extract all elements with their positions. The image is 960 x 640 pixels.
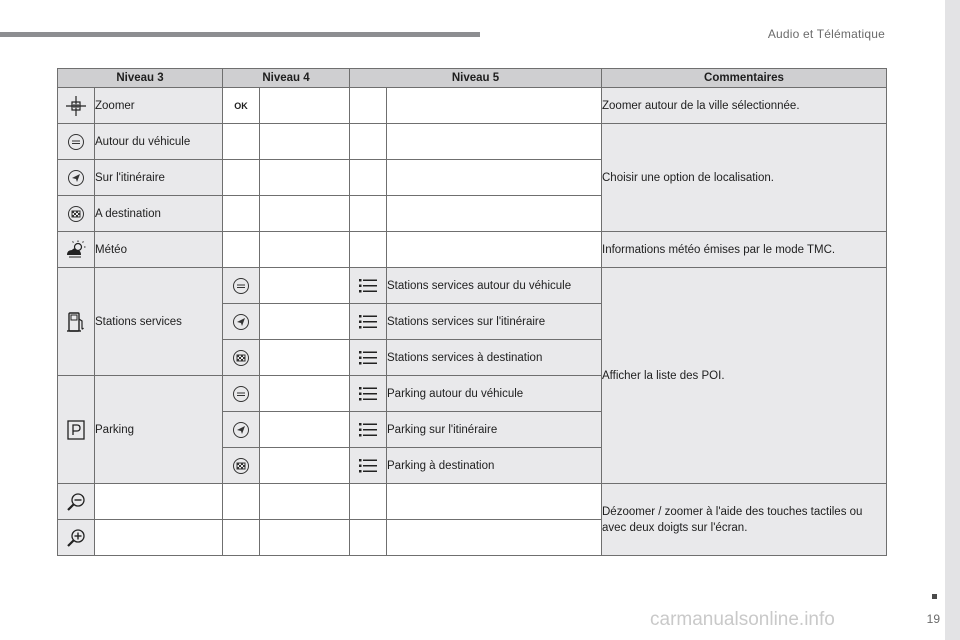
list-icon — [358, 458, 378, 474]
zoomer-label: Zoomer — [95, 88, 223, 124]
list-icon — [358, 278, 378, 294]
zoomer-comment: Zoomer autour de la ville sélectionnée. — [602, 88, 887, 124]
table-row — [58, 484, 887, 520]
header-niveau-4: Niveau 4 — [223, 69, 350, 88]
destination-label: A destination — [95, 196, 223, 232]
route-arrow-icon — [232, 421, 250, 439]
zoomer-icon-cell — [58, 88, 95, 124]
zoom-in-icon — [65, 528, 87, 548]
zoom-comment: Dézoomer / zoomer à l'aide des touches tactiles ou avec deux doigts sur l'écran. — [602, 484, 887, 556]
page-number: 19 — [926, 612, 940, 626]
around-vehicle-icon — [232, 277, 250, 295]
table-row — [58, 268, 887, 304]
stations-sub-1: Stations services autour du véhicule — [387, 268, 602, 304]
header-niveau-3: Niveau 3 — [58, 69, 223, 88]
list-icon — [358, 350, 378, 366]
list-icon — [358, 386, 378, 402]
parking-sub-1: Parking autour du véhicule — [387, 376, 602, 412]
table-row — [58, 232, 887, 268]
top-rule — [0, 32, 480, 37]
stations-sub-2: Stations services sur l'itinéraire — [387, 304, 602, 340]
parking-icon — [66, 419, 86, 441]
destination-flag-icon — [232, 349, 250, 367]
weather-icon — [65, 240, 87, 260]
header-commentaires: Commentaires — [602, 69, 887, 88]
destination-flag-icon — [232, 457, 250, 475]
poi-comment: Afficher la liste des POI. — [602, 268, 887, 484]
meteo-label: Météo — [95, 232, 223, 268]
parking-label: Parking — [95, 376, 223, 484]
table-header-row — [58, 69, 887, 88]
page-header-title: Audio et Télématique — [767, 27, 885, 41]
route-arrow-icon — [232, 313, 250, 331]
parking-sub-3: Parking à destination — [387, 448, 602, 484]
zoom-out-icon — [65, 492, 87, 512]
localisation-comment: Choisir une option de localisation. — [602, 124, 887, 232]
around-vehicle-icon — [67, 133, 85, 151]
stations-label: Stations services — [95, 268, 223, 376]
crosshair-zoom-icon — [65, 95, 87, 117]
route-arrow-icon — [67, 169, 85, 187]
stations-sub-3: Stations services à destination — [387, 340, 602, 376]
header-niveau-5: Niveau 5 — [350, 69, 602, 88]
ok-button-icon: OK — [234, 100, 248, 111]
itineraire-label: Sur l'itinéraire — [95, 160, 223, 196]
around-vehicle-icon — [232, 385, 250, 403]
menu-table — [57, 68, 887, 556]
destination-flag-icon — [67, 205, 85, 223]
ok-cell — [223, 88, 260, 124]
parking-sub-2: Parking sur l'itinéraire — [387, 412, 602, 448]
fuel-pump-icon — [66, 311, 86, 333]
meteo-comment: Informations météo émises par le mode TMC. — [602, 232, 887, 268]
table-row — [58, 124, 887, 160]
watermark: carmanualsonline.info — [650, 609, 835, 630]
side-strip — [945, 0, 960, 640]
page-bullet — [932, 594, 937, 599]
table-row — [58, 88, 887, 124]
autour-label: Autour du véhicule — [95, 124, 223, 160]
list-icon — [358, 314, 378, 330]
list-icon — [358, 422, 378, 438]
